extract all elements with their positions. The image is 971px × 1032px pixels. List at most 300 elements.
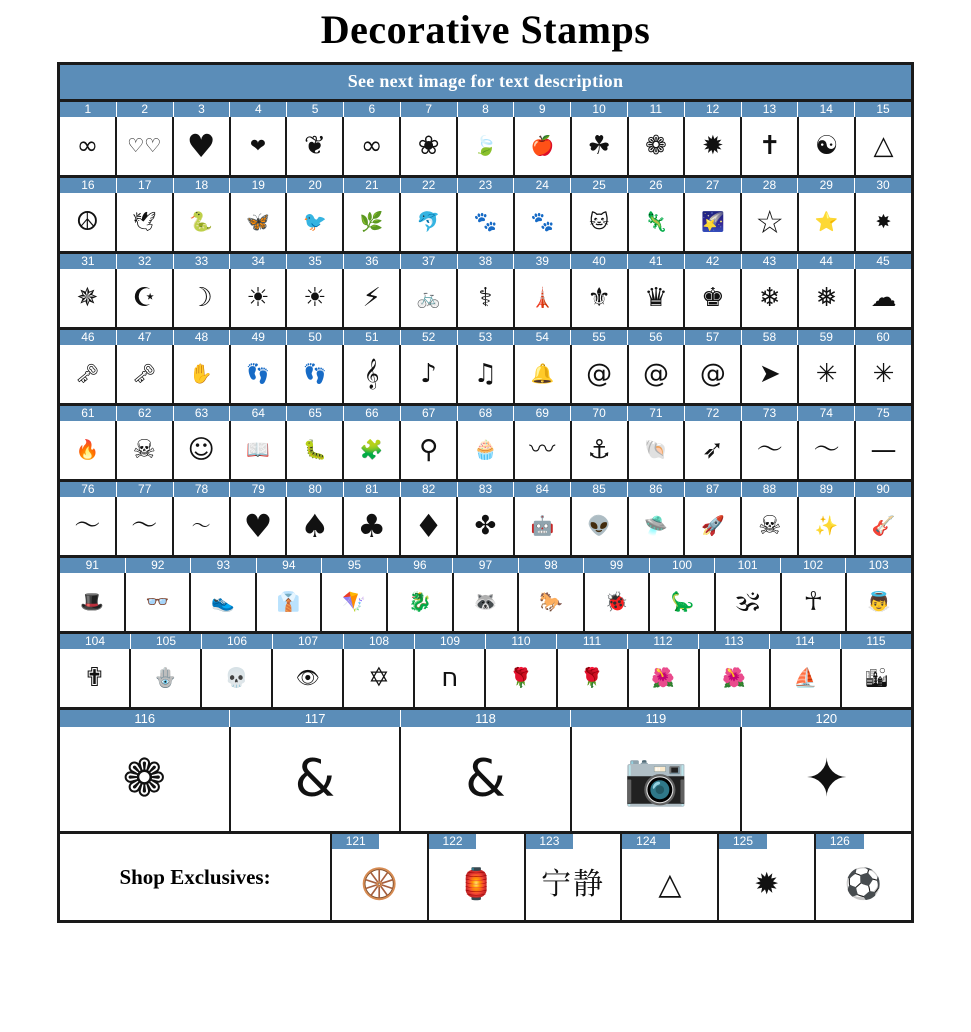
stamp-number: 91	[60, 558, 126, 573]
wave-icon: 〰	[529, 435, 556, 465]
number-row	[60, 634, 911, 649]
eyeglasses-icon: 👓	[145, 590, 170, 613]
stamp-number: 42	[685, 254, 742, 269]
shooting-star-icon: 🌠	[701, 210, 725, 233]
skeleton-key-icon: 🗝	[75, 362, 100, 385]
sugar-skull-icon: 💀	[224, 666, 249, 689]
swirl-line-icon: 〜	[813, 435, 840, 465]
ankh-icon: ☥	[803, 587, 824, 617]
necktie-icon: 👔	[276, 590, 301, 613]
sneaker-icon: 👟	[211, 590, 235, 613]
stamp-number: 33	[174, 254, 231, 269]
heart-suit-icon: ♥	[243, 507, 273, 545]
icon-row	[60, 649, 911, 707]
icon-wrap	[816, 849, 911, 920]
snake-icon: 🐍	[189, 210, 213, 233]
stamp-cell-37	[401, 269, 458, 327]
double-music-note-icon: ♫	[473, 359, 498, 389]
ampersand-script-icon: &	[294, 749, 336, 809]
puzzle-piece-icon: 🧩	[359, 438, 384, 461]
trinity-knot-icon: △	[873, 131, 894, 161]
stamp-number: 22	[401, 178, 458, 193]
number-row	[60, 330, 911, 345]
lightning-bolt-icon: ⚡	[362, 283, 381, 313]
stamp-number: 21	[344, 178, 401, 193]
stamp-number: 88	[742, 482, 799, 497]
magic-wand-icon: ✨	[814, 514, 839, 537]
stamp-number: 17	[117, 178, 174, 193]
stamp-cell-71	[629, 421, 686, 479]
stamp-number: 86	[628, 482, 685, 497]
stamp-number: 23	[458, 178, 515, 193]
double-squiggle-icon: 〜	[191, 514, 211, 537]
stamp-number: 41	[628, 254, 685, 269]
asterisk-icon: ✳	[872, 359, 895, 389]
stamp-cell-80	[287, 497, 344, 555]
stamp-cell-83	[458, 497, 515, 555]
flower-blossom-icon: ❁	[645, 131, 667, 161]
stamp-number: 109	[415, 634, 486, 649]
stamp-number: 123	[526, 834, 573, 849]
stamp-number: 47	[117, 330, 174, 345]
caduceus-icon: ⚕	[478, 283, 493, 313]
stamp-cell-54	[515, 345, 572, 403]
cat-face-icon: 🐱	[589, 210, 610, 233]
snowflake-icon: ❄	[758, 283, 781, 313]
bird-icon: 🐦	[303, 210, 327, 233]
stamp-cell-120	[742, 727, 911, 831]
arrow-cursor-icon: ➤	[758, 359, 781, 389]
stamp-number: 85	[571, 482, 628, 497]
stamp-cell-69	[515, 421, 572, 479]
stamp-cell-10	[572, 117, 629, 175]
stamp-number: 37	[401, 254, 458, 269]
stamp-number: 46	[60, 330, 117, 345]
shop-exclusives-row	[60, 834, 911, 920]
dragon-icon: 🐉	[408, 590, 432, 613]
infinity-symbol-icon: ∞	[360, 131, 383, 161]
stamp-cell-90	[856, 497, 911, 555]
stamp-cell-84	[515, 497, 572, 555]
bicycle-icon: 🚲	[416, 286, 441, 309]
dinosaur-icon: 🦕	[670, 590, 695, 613]
stamp-cell-33	[174, 269, 231, 327]
lotus-flower-icon: ❀	[417, 131, 440, 161]
stamp-number: 126	[816, 834, 863, 849]
music-note-icon: ♪	[420, 359, 437, 389]
stamp-cell-118	[401, 727, 572, 831]
stamp-cell-87	[685, 497, 742, 555]
deathly-hallows-icon: △	[658, 866, 682, 902]
stamp-cell-102	[782, 573, 848, 631]
stamp-row	[60, 634, 911, 710]
stamp-cell-125	[719, 834, 816, 920]
fedora-hat-icon: 🎩	[79, 590, 104, 613]
spade-suit-icon: ♠	[300, 507, 330, 545]
icon-row	[60, 193, 911, 251]
icon-row	[60, 345, 911, 403]
butterfly-icon: 🦋	[246, 210, 270, 233]
stamp-number: 60	[855, 330, 911, 345]
stamp-number: 8	[458, 102, 515, 117]
dash-line-icon: —	[870, 435, 897, 465]
stamp-number: 26	[628, 178, 685, 193]
stamp-number: 101	[715, 558, 781, 573]
stamp-number: 68	[458, 406, 515, 421]
stamp-number: 80	[287, 482, 344, 497]
stamp-number: 45	[855, 254, 911, 269]
stamp-cell-11	[629, 117, 686, 175]
stamp-cell-42	[685, 269, 742, 327]
number-row	[60, 558, 911, 573]
stamp-chart-page	[0, 8, 971, 1032]
stamp-cell-3	[174, 117, 231, 175]
eye-of-horus-icon: 👁	[295, 666, 320, 689]
stamp-number: 116	[60, 710, 230, 727]
stamp-number: 89	[798, 482, 855, 497]
stamp-cell-2	[117, 117, 174, 175]
stamp-number: 106	[202, 634, 273, 649]
stamp-cell-67	[401, 421, 458, 479]
stamp-cell-7	[401, 117, 458, 175]
double-heart-icon: ♡♡	[127, 134, 162, 157]
stamp-number: 76	[60, 482, 117, 497]
stamp-cell-126	[816, 834, 911, 920]
stamp-cell-97	[454, 573, 520, 631]
stamp-cell-28	[742, 193, 799, 251]
stamp-cell-73	[742, 421, 799, 479]
robot-icon: 🤖	[530, 514, 555, 537]
stamp-number: 48	[174, 330, 231, 345]
stamp-cell-6	[344, 117, 401, 175]
stamp-cell-95	[322, 573, 388, 631]
spiral-icon: @	[586, 359, 613, 389]
stamp-cell-16	[60, 193, 117, 251]
stamp-number: 43	[742, 254, 799, 269]
stamp-cell-39	[515, 269, 572, 327]
stamp-number: 7	[401, 102, 458, 117]
stamp-cell-30	[856, 193, 911, 251]
kite-icon: 🪁	[342, 590, 367, 613]
stamp-cell-9	[515, 117, 572, 175]
stamp-number: 77	[117, 482, 174, 497]
stamp-number: 75	[855, 406, 911, 421]
stamp-number: 87	[685, 482, 742, 497]
stamp-number: 54	[514, 330, 571, 345]
stamp-cell-48	[174, 345, 231, 403]
baby-footprint-icon: 👣	[303, 362, 327, 385]
ladybug-icon: 🐞	[604, 590, 629, 613]
stamp-number: 3	[174, 102, 231, 117]
stamp-cell-55	[572, 345, 629, 403]
stamp-cell-41	[629, 269, 686, 327]
stamp-cell-91	[60, 573, 126, 631]
footprint-icon: 👣	[246, 362, 270, 385]
stamp-number: 61	[60, 406, 117, 421]
stamp-cell-63	[174, 421, 231, 479]
icon-wrap	[429, 849, 524, 920]
infinity-loop-icon: ∞	[76, 131, 99, 161]
squiggle-line-icon: 〜	[74, 511, 101, 541]
shop-exclusive-cells	[332, 834, 911, 920]
stamp-cell-101	[716, 573, 782, 631]
stamp-number: 38	[458, 254, 515, 269]
stamp-number: 18	[174, 178, 231, 193]
squiggle-alt-icon: 〜	[131, 511, 158, 541]
camera-icon: 📷	[623, 749, 689, 809]
stamp-cell-85	[572, 497, 629, 555]
stamp-row	[60, 178, 911, 254]
stamp-number: 95	[322, 558, 388, 573]
apple-icon: 🍎	[530, 134, 555, 157]
stamp-number: 1	[60, 102, 117, 117]
stamp-cell-100	[650, 573, 716, 631]
stamp-cell-107	[273, 649, 344, 707]
icon-row	[60, 573, 911, 631]
sun-icon: ☀	[246, 283, 270, 313]
stamp-cell-36	[344, 269, 401, 327]
stamp-number: 122	[429, 834, 476, 849]
icon-wrap	[526, 849, 621, 920]
stamp-number: 59	[798, 330, 855, 345]
stamp-cell-82	[401, 497, 458, 555]
stamp-number: 9	[514, 102, 571, 117]
city-skyline-icon: 🏙	[864, 666, 889, 689]
swirl-heart-icon: ❦	[303, 131, 326, 161]
bell-icon: 🔔	[530, 362, 555, 385]
spiral-swirl-icon: @	[699, 359, 726, 389]
stamp-number: 55	[571, 330, 628, 345]
stamp-number: 40	[571, 254, 628, 269]
spiral-square-icon: @	[643, 359, 670, 389]
diamond-suit-icon: ♦	[414, 507, 443, 545]
stamp-cell-75	[856, 421, 911, 479]
stamp-cell-57	[685, 345, 742, 403]
stamp-cell-21	[344, 193, 401, 251]
stamp-cell-62	[117, 421, 174, 479]
stamp-cell-38	[458, 269, 515, 327]
stamp-number: 121	[332, 834, 379, 849]
stamp-number: 2	[117, 102, 174, 117]
wireframe-ball-icon: ⚽	[844, 866, 883, 902]
stamp-cell-104	[60, 649, 131, 707]
stamp-number: 81	[344, 482, 401, 497]
stamp-cell-40	[572, 269, 629, 327]
lizard-icon: 🦎	[644, 210, 668, 233]
stamp-number: 104	[60, 634, 131, 649]
stamp-cell-5	[287, 117, 344, 175]
arrow-icon: ➶	[701, 435, 724, 465]
stamp-number: 52	[401, 330, 458, 345]
stamp-number: 70	[571, 406, 628, 421]
stamp-cell-94	[257, 573, 323, 631]
stamp-number: 103	[846, 558, 911, 573]
stamp-cell-44	[799, 269, 856, 327]
stamp-number: 11	[628, 102, 685, 117]
stamp-number: 84	[514, 482, 571, 497]
stamp-number: 83	[458, 482, 515, 497]
number-row	[60, 710, 911, 727]
stamp-number: 16	[60, 178, 117, 193]
stamp-number: 32	[117, 254, 174, 269]
stamp-cell-46	[60, 345, 117, 403]
stamp-number: 25	[571, 178, 628, 193]
stamp-cell-25	[572, 193, 629, 251]
stamp-number: 12	[685, 102, 742, 117]
stamp-cell-1	[60, 117, 117, 175]
ampersand-bold-icon: &	[465, 749, 506, 809]
cloud-frame-icon: ❁	[122, 749, 167, 809]
stamp-cell-98	[519, 573, 585, 631]
stamp-cell-78	[174, 497, 231, 555]
stamp-number: 24	[514, 178, 571, 193]
stamp-row	[60, 330, 911, 406]
stamp-cell-121	[332, 834, 429, 920]
stamp-number: 74	[798, 406, 855, 421]
icon-wrap	[332, 849, 427, 920]
stamp-number: 113	[699, 634, 770, 649]
icon-wrap	[622, 849, 717, 920]
skull-and-crossbones-icon: ☠	[132, 435, 156, 465]
stamp-cell-18	[174, 193, 231, 251]
swirl-flourish-icon: 〜	[756, 435, 783, 465]
cloud-icon: ☁	[870, 283, 897, 313]
stamp-number: 99	[584, 558, 650, 573]
stamp-cell-12	[685, 117, 742, 175]
stamp-cell-96	[388, 573, 454, 631]
raccoon-icon: 🦝	[473, 590, 498, 613]
treble-clef-icon: 𝄞	[364, 359, 380, 389]
stamp-cell-24	[515, 193, 572, 251]
stamp-cell-59	[799, 345, 856, 403]
stamp-cell-110	[486, 649, 557, 707]
hibiscus-icon: 🌺	[722, 666, 747, 689]
stamp-cell-61	[60, 421, 117, 479]
nautical-star-icon: ✵	[76, 283, 99, 313]
stamp-cell-113	[700, 649, 771, 707]
stamp-cell-13	[742, 117, 799, 175]
stamp-cell-19	[231, 193, 288, 251]
stamp-cell-14	[799, 117, 856, 175]
stamp-cell-47	[117, 345, 174, 403]
paw-print-icon: 🐾	[473, 210, 498, 233]
stamp-row-large	[60, 710, 911, 834]
stamp-number: 49	[230, 330, 287, 345]
stamp-number: 79	[230, 482, 287, 497]
page-title: Decorative Stamps	[320, 7, 651, 52]
icon-row	[60, 269, 911, 327]
cupcake-icon: 🧁	[473, 438, 498, 461]
stamp-cell-123	[526, 834, 623, 920]
stamp-cell-124	[622, 834, 719, 920]
stamp-number: 90	[855, 482, 911, 497]
rose-bloom-icon: 🌺	[651, 666, 675, 689]
stamp-number: 71	[628, 406, 685, 421]
stamp-cell-77	[117, 497, 174, 555]
stamp-cell-20	[287, 193, 344, 251]
number-row	[60, 102, 911, 117]
stamp-row	[60, 254, 911, 330]
tiara-icon: ♛	[644, 283, 668, 313]
stamp-number: 67	[401, 406, 458, 421]
stamp-number: 120	[742, 710, 911, 727]
stamp-cell-22	[401, 193, 458, 251]
stamp-cell-117	[231, 727, 402, 831]
stamp-chart	[57, 62, 914, 923]
stamp-number: 73	[742, 406, 799, 421]
stamp-cell-27	[685, 193, 742, 251]
peace-sign-icon: ☮	[75, 207, 100, 237]
number-row	[60, 482, 911, 497]
stamp-number: 125	[719, 834, 766, 849]
stamp-number: 110	[486, 634, 557, 649]
stamp-cell-4	[231, 117, 288, 175]
stamp-number: 69	[514, 406, 571, 421]
stamp-cell-15	[856, 117, 911, 175]
rose-open-icon: 🌹	[509, 666, 533, 689]
stamp-cell-58	[742, 345, 799, 403]
stamp-number: 111	[557, 634, 628, 649]
stamp-cell-70	[572, 421, 629, 479]
stamp-cell-35	[287, 269, 344, 327]
star-and-crescent-icon: ☪	[132, 283, 156, 313]
stamp-number: 36	[344, 254, 401, 269]
star-filled-icon: ⭐	[814, 210, 839, 233]
stamp-number: 105	[131, 634, 202, 649]
number-row	[60, 254, 911, 269]
stamp-row	[60, 482, 911, 558]
key-icon: 🗝	[132, 362, 157, 385]
stamp-number: 10	[571, 102, 628, 117]
stamp-cell-53	[458, 345, 515, 403]
stamp-number: 98	[519, 558, 585, 573]
stamp-cell-64	[231, 421, 288, 479]
stamp-cell-43	[742, 269, 799, 327]
asterisk-star-icon: ✳	[815, 359, 838, 389]
stamp-number: 56	[628, 330, 685, 345]
stamp-number: 31	[60, 254, 117, 269]
rocket-icon: 🚀	[701, 514, 725, 537]
compass-rose-icon: ✦	[804, 749, 849, 809]
stamp-cell-119	[572, 727, 743, 831]
crescent-moon-icon: ☽	[189, 283, 213, 313]
stamp-cell-103	[847, 573, 911, 631]
stamp-cell-66	[344, 421, 401, 479]
open-book-icon: 📖	[246, 438, 270, 461]
stamp-number: 19	[230, 178, 287, 193]
stamp-cell-115	[842, 649, 911, 707]
stamp-cell-31	[60, 269, 117, 327]
stamp-number: 93	[191, 558, 257, 573]
smiley-face-icon: ☺	[187, 435, 215, 465]
stamp-cell-29	[799, 193, 856, 251]
leaf-icon: 🍃	[473, 134, 498, 157]
stamp-number: 107	[273, 634, 344, 649]
stamp-cell-114	[771, 649, 842, 707]
stamp-number: 39	[514, 254, 571, 269]
dove-icon: 🕊	[132, 210, 157, 233]
hamsa-hand-icon: ✋	[189, 362, 213, 385]
stamp-number: 62	[117, 406, 174, 421]
stamp-cell-45	[856, 269, 911, 327]
celtic-cross-icon: ✟	[83, 663, 106, 693]
ufo-icon: 🛸	[644, 514, 668, 537]
stamp-number: 58	[742, 330, 799, 345]
star-outline-icon: ☆	[755, 203, 785, 241]
stamp-cell-74	[799, 421, 856, 479]
stamp-number: 66	[344, 406, 401, 421]
stamp-number: 118	[401, 710, 571, 727]
